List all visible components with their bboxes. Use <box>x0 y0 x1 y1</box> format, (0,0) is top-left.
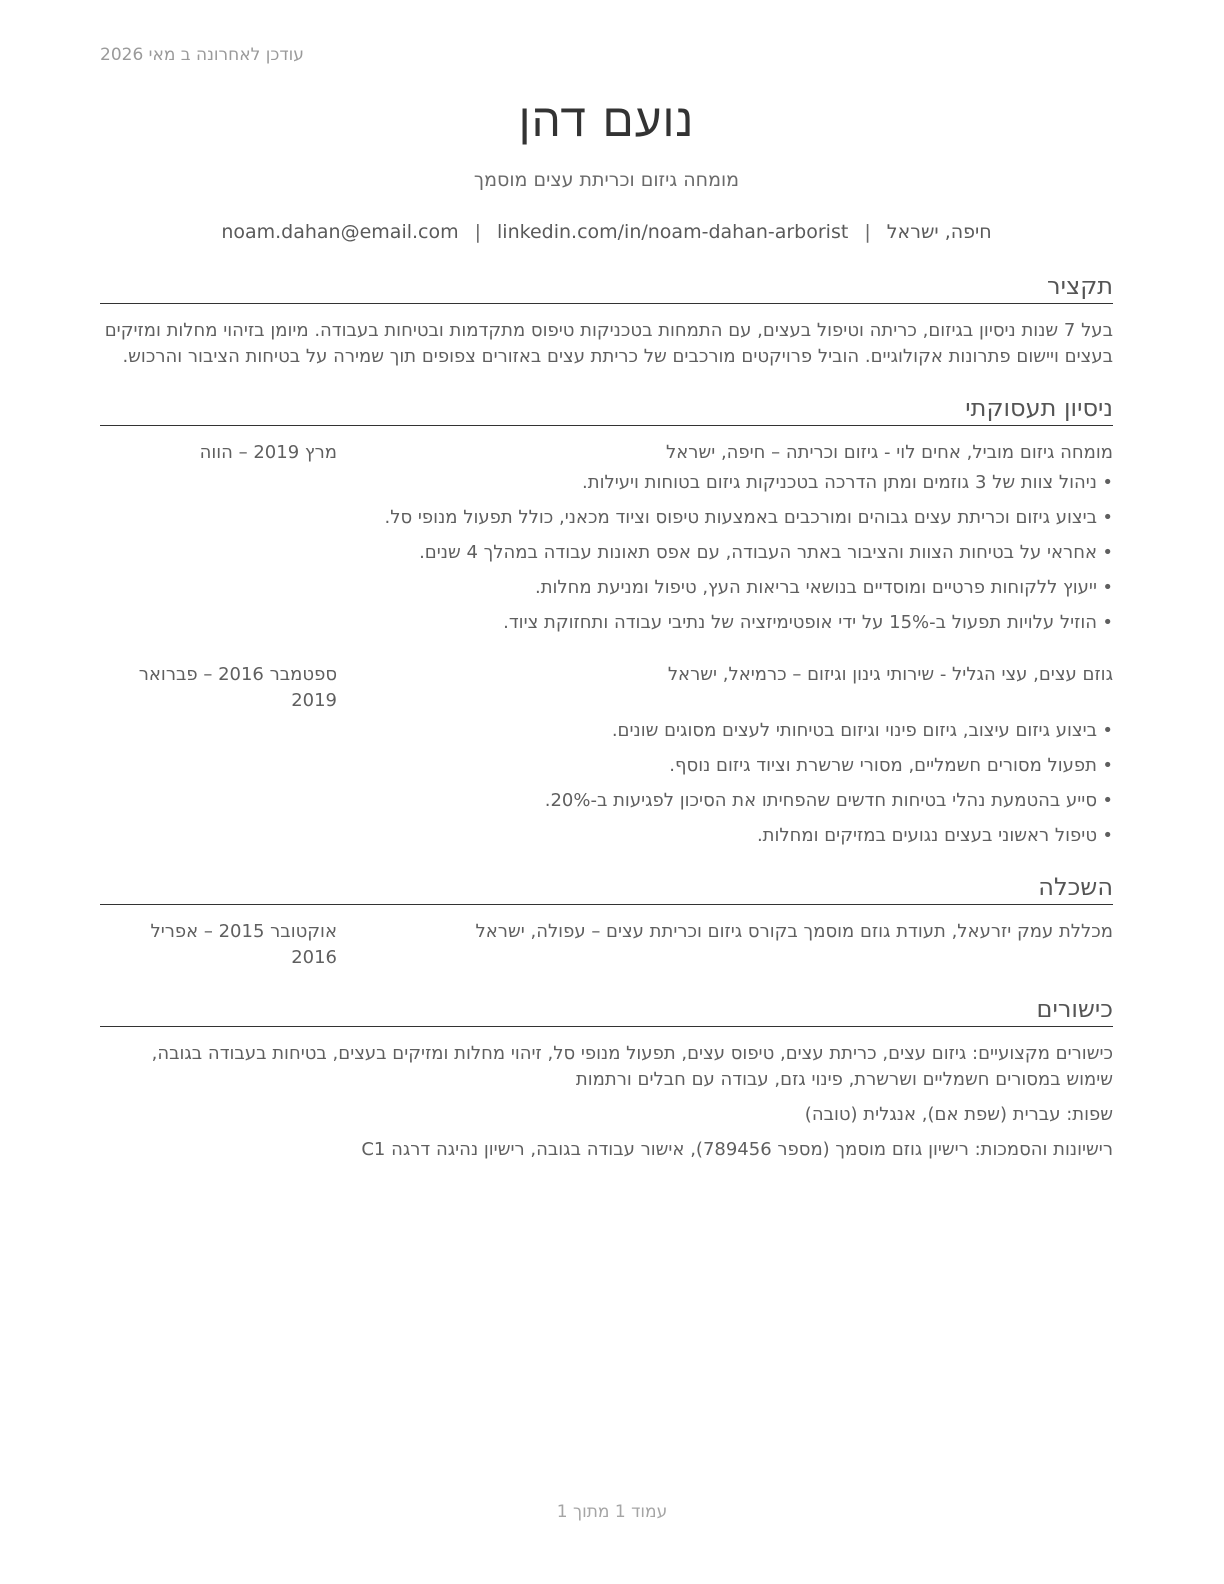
summary-text: בעל 7 שנות ניסיון בגיזום, כריתה וטיפול בעצים, עם התמחות בטכניקות טיפוס מתקדמות ובטיחות בעבודה. מיומן בזיהוי מחלות ומזיקים בעצים ויישום פתרונות אקולוגיים. הוביל פרויקטים מורכבים של כריתת עצים באזורים צפופים תוך שמירה על בטיחות הציבור והרכוש. <box>104 320 1113 367</box>
candidate-name: נועם דהן <box>518 93 695 147</box>
resume-page <box>100 0 1113 1163</box>
list-item: • ייעוץ ללקוחות פרטיים ומוסדיים בנושאי בריאות העץ, טיפול ומניעת מחלות. <box>100 575 1113 601</box>
experience-entry <box>100 440 1113 636</box>
skills-licenses: רישיונות והסמכות: רישיון גוזם מוסמך (מספר 789456), אישור עבודה בגובה, רישיון נהיגה דרגה C1 <box>361 1139 1113 1160</box>
last-updated-note: עודכן לאחרונה ב מאי 2026 <box>100 45 304 65</box>
experience-role: מומחה גיזום מוביל, אחים לוי - גיזום וכריתה – חיפה, ישראל <box>666 442 1113 463</box>
list-item: • ביצוע גיזום עיצוב, גיזום פינוי וגיזום בטיחותי לעצים מסוגים שונים. <box>100 718 1113 744</box>
list-item: • ביצוע גיזום וכריתת עצים גבוהים ומורכבים באמצעות טיפוס וציוד מכאני, כולל תפעול מנופי סל. <box>100 505 1113 531</box>
page-number: עמוד 1 מתוך 1 <box>556 1502 668 1522</box>
contact-line <box>100 218 1113 246</box>
education-dates: אוקטובר 2015 – אפריל 2016 <box>150 921 337 968</box>
section-title-education: השכלה <box>100 871 1113 905</box>
list-item: • תפעול מסורים חשמליים, מסורי שרשרת וציוד גיזום נוסף. <box>100 753 1113 779</box>
list-item: • ניהול צוות של 3 גוזמים ומתן הדרכה בטכניקות גיזום בטוחות ויעילות. <box>100 470 1113 496</box>
contact-location: חיפה, ישראל <box>886 221 992 243</box>
education-entry <box>100 919 1113 971</box>
experience-dates: מרץ 2019 – הווה <box>199 442 337 463</box>
experience-dates: ספטמבר 2016 – פברואר 2019 <box>138 664 337 711</box>
section-title-skills: כישורים <box>100 993 1113 1027</box>
skills-block <box>100 1041 1113 1163</box>
contact-separator: | <box>864 221 871 243</box>
contact-email[interactable]: noam.dahan@email.com <box>221 221 459 243</box>
list-item: • טיפול ראשוני בעצים נגועים במזיקים ומחלות. <box>100 823 1113 849</box>
candidate-title: מומחה גיזום וכריתת עצים מוסמך <box>473 169 740 191</box>
experience-bullets <box>100 718 1113 849</box>
experience-header <box>100 440 1113 466</box>
experience-bullets <box>100 470 1113 636</box>
skills-languages: שפות: עברית (שפת אם), אנגלית (טובה) <box>804 1104 1113 1125</box>
section-title-experience: ניסיון תעסוקתי <box>100 392 1113 426</box>
contact-separator: | <box>474 221 482 243</box>
list-item: • אחראי על בטיחות הצוות והציבור באתר העבודה, עם אפס תאונות עבודה במהלך 4 שנים. <box>100 540 1113 566</box>
education-institution: מכללת עמק יזרעאל, תעודת גוזם מוסמך בקורס גיזום וכריתת עצים – עפולה, ישראל <box>475 921 1113 942</box>
experience-role: גוזם עצים, עצי הגליל - שירותי גינון וגיזום – כרמיאל, ישראל <box>667 664 1113 685</box>
section-title-summary: תקציר <box>100 270 1113 304</box>
list-item: • סייע בהטמעת נהלי בטיחות חדשים שהפחיתו את הסיכון לפגיעות ב-20%. <box>100 788 1113 814</box>
experience-entry <box>100 662 1113 849</box>
contact-linkedin[interactable]: linkedin.com/in/noam-dahan-arborist <box>497 221 849 243</box>
experience-header <box>100 662 1113 714</box>
skills-professional: כישורים מקצועיים: גיזום עצים, כריתת עצים, טיפוס עצים, תפעול מנופי סל, זיהוי מחלות ומזיקים בעצים, בטיחות בעבודה בגובה, שימוש במסורים חשמליים ושרשרת, פינוי גזם, עבודה עם חבלים ורתמות <box>151 1043 1113 1090</box>
list-item: • הוזיל עלויות תפעול ב-15% על ידי אופטימיזציה של נתיבי עבודה ותחזוקת ציוד. <box>100 610 1113 636</box>
